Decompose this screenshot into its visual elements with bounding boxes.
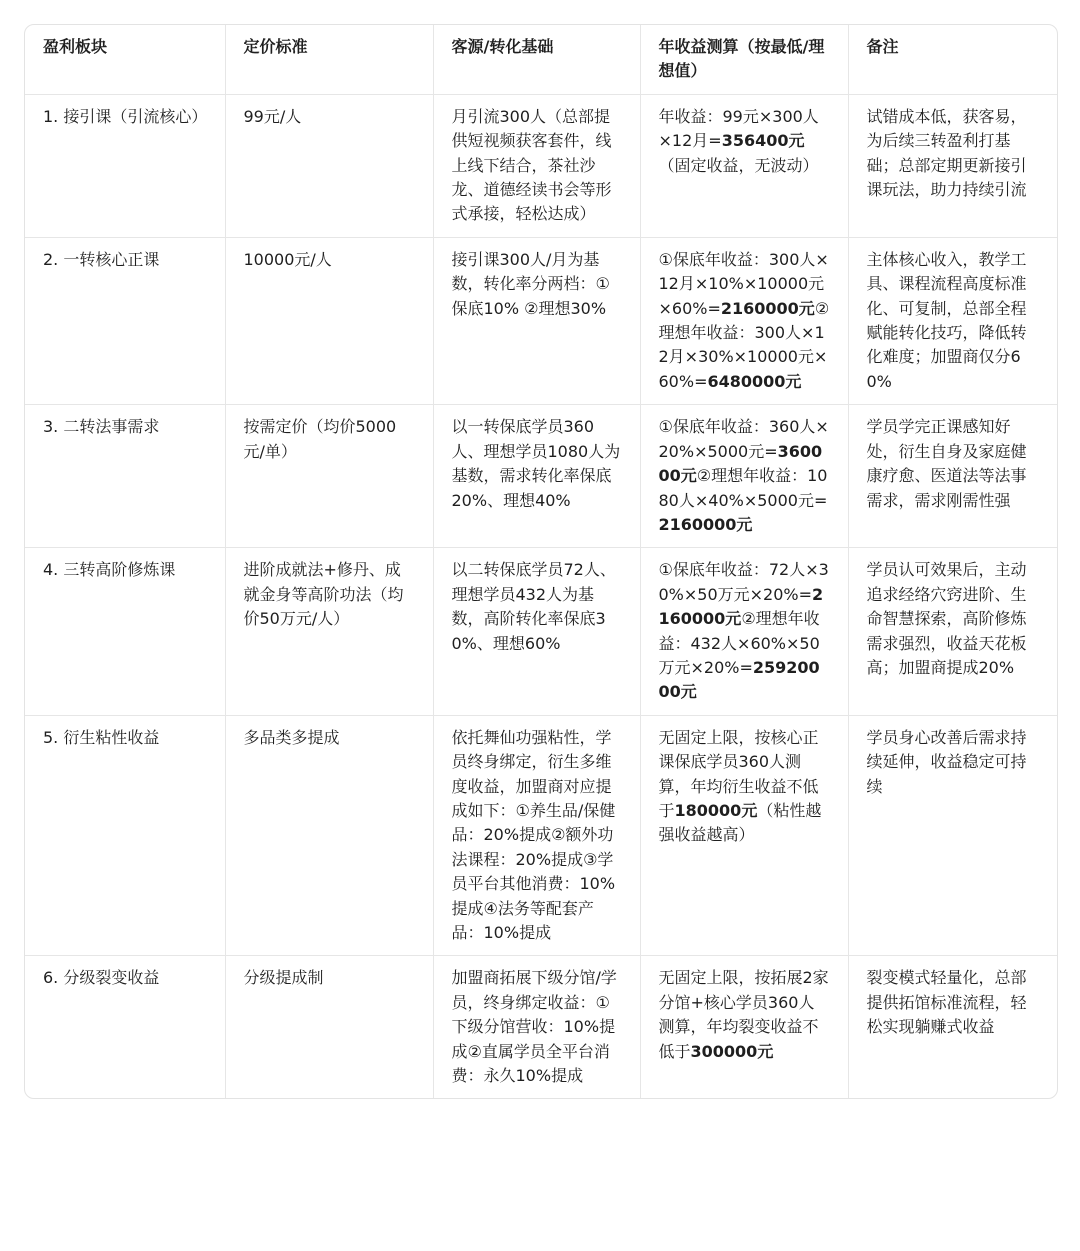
revenue-amount-bold: 2160000元 [658, 514, 753, 534]
table-row [25, 405, 1057, 548]
revenue-text: （固定收益，无波动） [658, 155, 819, 175]
cell-pricing: 进阶成就法+修丹、成就金身等高阶功法（均价50万元/人） [225, 548, 433, 715]
revenue-text: ①保底年收益：72人×30%×50万元×20%= [658, 560, 829, 604]
cell-module: 5. 衍生粘性收益 [25, 715, 225, 956]
table-row [25, 94, 1057, 237]
header-pricing: 定价标准 [225, 25, 433, 94]
cell-pricing: 10000元/人 [225, 237, 433, 404]
cell-customer-base: 以一转保底学员360人、理想学员1080人为基数，需求转化率保底20%、理想40% [433, 405, 640, 548]
cell-annual-revenue [640, 715, 848, 956]
table-row [25, 956, 1057, 1099]
cell-notes: 学员身心改善后需求持续延伸，收益稳定可持续 [848, 715, 1057, 956]
profit-table [25, 25, 1057, 1098]
revenue-amount-bold: 2160000元 [720, 298, 815, 318]
cell-annual-revenue [640, 405, 848, 548]
table-header-row [25, 25, 1057, 94]
header-module: 盈利板块 [25, 25, 225, 94]
cell-module: 2. 一转核心正课 [25, 237, 225, 404]
cell-annual-revenue [640, 94, 848, 237]
revenue-amount-bold: 300000元 [690, 1041, 774, 1061]
cell-notes: 试错成本低，获客易，为后续三转盈利打基础；总部定期更新接引课玩法，助力持续引流 [848, 94, 1057, 237]
table-row [25, 715, 1057, 956]
revenue-amount-bold: 356400元 [721, 131, 805, 151]
profit-table-container [24, 24, 1058, 1099]
cell-module: 3. 二转法事需求 [25, 405, 225, 548]
cell-customer-base: 依托舞仙功强粘性，学员终身绑定，衍生多维度收益，加盟商对应提成如下：①养生品/保健品：20%提成②额外功法课程：20%提成③学员平台其他消费：10%提成④法务等配套产品：10%提成 [433, 715, 640, 956]
cell-customer-base: 接引课300人/月为基数，转化率分两档：①保底10% ②理想30% [433, 237, 640, 404]
header-annual-revenue: 年收益测算（按最低/理想值） [640, 25, 848, 94]
revenue-text: （粘性越强收益越高） [658, 800, 822, 845]
header-notes: 备注 [848, 25, 1057, 94]
revenue-amount-bold: 6480000元 [707, 371, 802, 391]
revenue-amount-bold: 25920000元 [658, 657, 820, 702]
revenue-amount-bold: 180000元 [674, 800, 758, 820]
revenue-amount-bold: 360000元 [658, 441, 823, 486]
cell-customer-base: 月引流300人（总部提供短视频获客套件，线上线下结合，茶社沙龙、道德经读书会等形式承接，轻松达成） [433, 94, 640, 237]
table-row [25, 548, 1057, 715]
cell-module: 1. 接引课（引流核心） [25, 94, 225, 237]
revenue-text: 无固定上限，按拓展2家分馆+核心学员360人测算，年均裂变收益不低于 [658, 968, 829, 1061]
cell-notes: 学员认可效果后，主动追求经络穴窍进阶、生命智慧探索，高阶修炼需求强烈，收益天花板高；加盟商提成20% [848, 548, 1057, 715]
revenue-text: ②理想年收益：432人×60%×50万元×20%= [658, 609, 820, 677]
cell-pricing: 按需定价（均价5000元/单） [225, 405, 433, 548]
cell-notes: 裂变模式轻量化，总部提供拓馆标准流程，轻松实现躺赚式收益 [866, 968, 1027, 1037]
cell-pricing: 分级提成制 [225, 956, 433, 1099]
cell-pricing: 多品类多提成 [225, 715, 433, 956]
cell-annual-revenue [640, 956, 848, 1099]
cell-annual-revenue [640, 548, 848, 715]
revenue-text: ②理想年收益：1080人×40%×5000元= [658, 466, 828, 510]
revenue-text: ②理想年收益：300人×12月×30%×10000元×60%= [658, 298, 830, 391]
cell-annual-revenue [640, 237, 848, 404]
cell-module: 4. 三转高阶修炼课 [25, 548, 225, 715]
cell-pricing: 99元/人 [225, 94, 433, 237]
cell-notes: 学员学完正课感知好处，衍生自身及家庭健康疗愈、医道法等法事需求，需求刚需性强 [848, 405, 1057, 548]
cell-customer-base: 以二转保底学员72人、理想学员432人为基数，高阶转化率保底30%、理想60% [433, 548, 640, 715]
cell-notes: 主体核心收入，教学工具、课程流程高度标准化、可复制，总部全程赋能转化技巧，降低转化难度；加盟商仅分60% [848, 237, 1057, 404]
cell-module: 6. 分级裂变收益 [25, 956, 225, 1099]
table-row [25, 237, 1057, 404]
revenue-text: 年收益：99元×300人×12月= [658, 106, 819, 151]
revenue-amount-bold: 2160000元 [658, 584, 824, 629]
header-customer-base: 客源/转化基础 [433, 25, 640, 94]
revenue-text: ①保底年收益：360人×20%×5000元= [658, 417, 829, 461]
revenue-text: 无固定上限，按核心正课保底学员360人测算，年均衍生收益不低于 [658, 727, 819, 820]
cell-customer-base: 加盟商拓展下级分馆/学员，终身绑定收益：①下级分馆营收：10%提成②直属学员全平台消费：永久10%提成 [433, 956, 640, 1099]
revenue-text: ①保底年收益：300人×12月×10%×10000元×60%= [658, 249, 829, 318]
